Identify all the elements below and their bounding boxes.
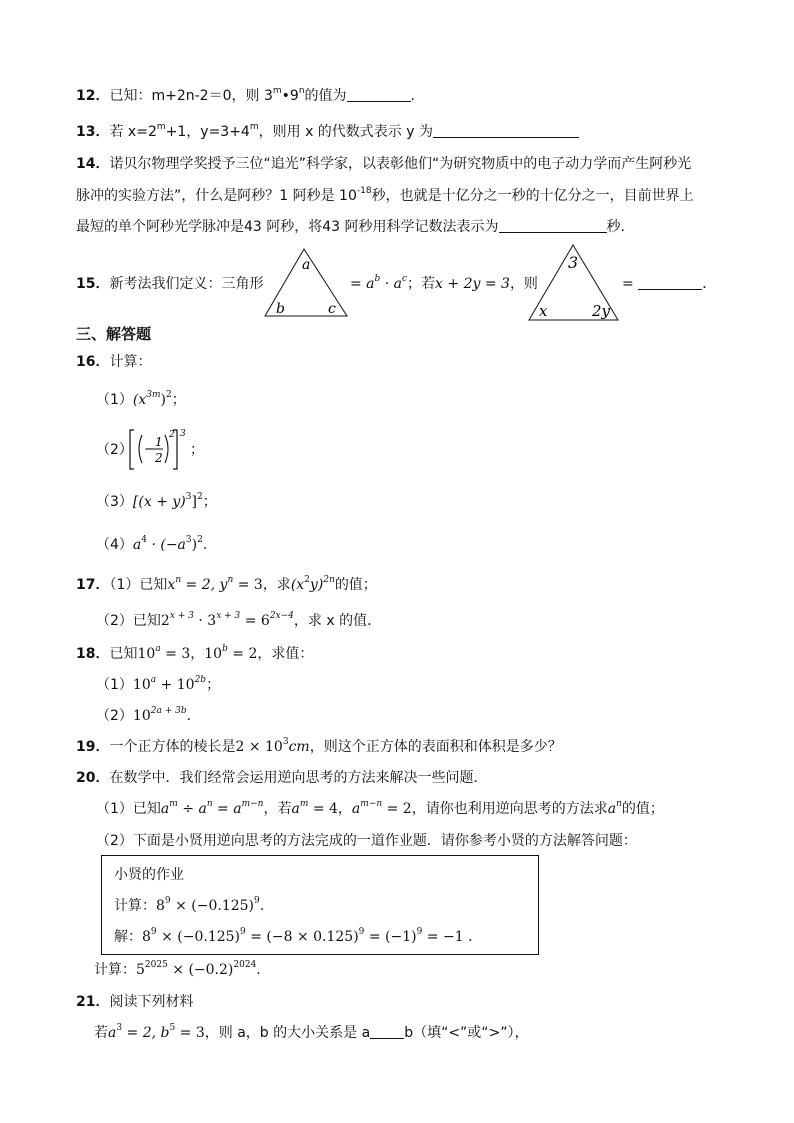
- formula: =: [622, 276, 639, 292]
- question-text: .: [186, 708, 192, 724]
- exponent: b: [222, 644, 228, 654]
- fraction-numerator: 1: [155, 435, 163, 449]
- question-text: 秒，也就是十亿分之一秒的十亿分之一，目前世界上: [371, 188, 694, 204]
- formula: = a: [350, 276, 375, 292]
- exponent: m: [272, 86, 282, 96]
- exponent: n: [206, 799, 213, 809]
- question-text: ，若: [263, 801, 292, 817]
- exponent: 2025: [144, 960, 168, 970]
- exponent: 2: [304, 575, 310, 585]
- question-text: ，求: [262, 577, 291, 593]
- question-text: 若: [94, 1025, 108, 1041]
- question-text: 最短的单个阿秒光学脉冲是43 阿秒，将43 阿秒用科学记数法表示为: [76, 219, 499, 235]
- question-text: .: [410, 88, 415, 104]
- question-20-calculation: [94, 960, 261, 980]
- triangle-definition: [262, 247, 350, 319]
- question-number: 18．: [76, 646, 110, 662]
- formula: = a: [212, 801, 242, 817]
- question-text: ；若: [407, 276, 436, 292]
- formula: = (−8 × 0.125): [245, 929, 359, 945]
- exponent: m: [169, 799, 178, 809]
- question-18-part-1: [96, 675, 220, 695]
- exponent: 3: [116, 1023, 123, 1033]
- fraction-denominator: 2: [155, 451, 163, 465]
- formula: (x: [290, 577, 305, 593]
- formula: a: [132, 537, 142, 553]
- question-text: 计算：: [114, 898, 156, 914]
- formula: 2: [160, 613, 170, 629]
- exponent: m: [249, 122, 259, 132]
- question-20-part-2: [96, 831, 637, 851]
- question-text: ，求 x 的值．: [293, 613, 382, 629]
- exponent: m: [156, 122, 166, 132]
- triangle-right-label: 2y: [592, 302, 611, 320]
- question-15-formula: [350, 274, 538, 294]
- exponent: c: [402, 274, 408, 284]
- formula: ]: [191, 494, 197, 510]
- formula: .: [256, 962, 261, 978]
- question-text: ，则这个正方体的表面积和体积是多少？: [309, 739, 562, 755]
- question-number: 21．: [76, 994, 110, 1010]
- formula: [(x + y): [132, 494, 186, 510]
- question-text: b（填“<”或“>”），: [404, 1025, 529, 1041]
- formula: = 2, y: [181, 577, 228, 593]
- question-text: ，则: [509, 276, 538, 292]
- answer-blank[interactable]: [638, 275, 702, 290]
- exponent: 2024: [233, 960, 257, 970]
- formula: a: [607, 801, 617, 817]
- exponent: m: [299, 799, 309, 809]
- question-text: 秒.: [606, 219, 625, 235]
- question-15-answer: [622, 274, 716, 294]
- exponent: b: [374, 274, 381, 284]
- question-text: ，请你也利用逆向思考的方法求: [411, 801, 608, 817]
- formula: × (−0.125): [156, 929, 241, 945]
- exponent: m−n: [241, 799, 264, 809]
- exponent: 5: [169, 1023, 176, 1033]
- question-text: ；: [202, 494, 217, 510]
- question-16-part-3: [96, 492, 217, 512]
- exponent: 9: [150, 927, 157, 937]
- formula: = 3: [233, 577, 263, 593]
- exponent: m−n: [360, 799, 383, 809]
- exponent: 2: [166, 390, 172, 400]
- formula: 5: [136, 962, 145, 978]
- exponent: 2n: [323, 575, 335, 585]
- formula: a: [291, 801, 300, 817]
- question-text: 的值；: [334, 577, 377, 593]
- formula: 8: [156, 898, 165, 914]
- question-19: [76, 737, 562, 757]
- exponent: 9: [164, 896, 171, 906]
- formula: · (−a: [147, 537, 186, 553]
- part-label: （2）: [96, 708, 133, 724]
- question-text: 下面是小贤用逆向思考的方法完成的一道作业题．请你参考小贤的方法解答问题：: [132, 833, 637, 849]
- question-text: ，: [337, 801, 352, 817]
- question-text: 阅读下列材料: [109, 994, 194, 1010]
- exponent: 3: [180, 429, 186, 439]
- formula: + 10: [156, 677, 195, 693]
- question-17-part-1: [76, 575, 377, 595]
- formula: × (−0.2): [167, 962, 234, 978]
- triangle-top-label: 3: [568, 253, 579, 272]
- formula: y): [309, 577, 324, 593]
- exponent: 2: [196, 492, 203, 502]
- formula: = 6: [240, 613, 270, 629]
- question-number: 13．: [76, 124, 110, 140]
- formula: x + 2y = 3: [435, 276, 510, 292]
- part-label: （1）: [96, 392, 133, 408]
- exponent: -18: [356, 186, 372, 196]
- formula: a: [108, 1025, 117, 1041]
- question-21-material: [94, 1023, 529, 1043]
- question-text: ；: [190, 442, 204, 458]
- formula: · 3: [193, 613, 217, 629]
- formula: 8: [142, 929, 151, 945]
- question-21: [76, 992, 193, 1012]
- exponent: x + 3: [169, 611, 194, 621]
- part-label: （3）: [96, 494, 133, 510]
- triangle-left-label: b: [276, 301, 285, 317]
- question-18: [76, 644, 313, 664]
- question-text: ，求值：: [257, 646, 314, 662]
- question-text: 的值；: [621, 801, 664, 817]
- formula: 10: [132, 677, 151, 693]
- formula: cm: [288, 739, 310, 755]
- question-12: [76, 86, 415, 106]
- question-13: [76, 122, 579, 142]
- formula: (x: [132, 392, 147, 408]
- question-text: ；: [171, 392, 186, 408]
- exponent: 9: [254, 896, 260, 906]
- question-text: 已知：m+2n-2＝0，则 3: [109, 88, 273, 104]
- triangle-top-label: a: [302, 257, 311, 273]
- question-text: 的值为: [304, 88, 347, 104]
- triangle-left-label: x: [539, 302, 548, 320]
- exponent: n: [616, 799, 622, 809]
- question-text: ．: [702, 276, 717, 292]
- exponent: n: [175, 575, 182, 585]
- question-16-part-1: [96, 390, 186, 410]
- formula: = 2, b: [122, 1025, 170, 1041]
- question-text: 在数学中．我们经常会运用逆向思考的方法来解决一些问题．: [109, 770, 488, 786]
- exponent: 2: [197, 535, 203, 545]
- question-number: 16．: [76, 354, 110, 370]
- question-text: 新考法我们定义：三角形: [109, 276, 264, 292]
- question-text: 诺贝尔物理学奖授予三位“追光”科学家，以表彰他们“为研究物质中的电子动力学而产生阿秒光: [109, 156, 692, 172]
- part-label: （1）: [96, 677, 133, 693]
- question-14-line-2: [76, 186, 694, 206]
- question-15-text: [76, 274, 263, 294]
- formula: ÷ a: [177, 801, 207, 817]
- question-number: 12．: [76, 88, 110, 104]
- question-text: +1，y=3+4: [165, 124, 250, 140]
- formula: = 4: [308, 801, 338, 817]
- formula: ): [160, 392, 167, 408]
- question-18-part-2: [96, 706, 191, 726]
- formula: 10: [137, 646, 156, 662]
- answer-blank[interactable]: [370, 1024, 404, 1039]
- part-label: （2）: [96, 442, 133, 458]
- question-text: 已知: [109, 646, 138, 662]
- question-text: .: [202, 537, 208, 553]
- exponent: 2b: [194, 675, 207, 685]
- formula: = 2: [382, 801, 412, 817]
- question-text: 一个正方体的棱长是: [109, 739, 236, 755]
- exponent: 4: [141, 535, 148, 545]
- exponent: n: [227, 575, 234, 585]
- exponent: 3m: [146, 390, 161, 400]
- question-text: 已知: [139, 577, 168, 593]
- exponent: 2x−4: [269, 611, 294, 621]
- section-heading: 三、解答题: [76, 325, 152, 343]
- exponent: 2a + 3b: [150, 706, 187, 716]
- exponent: 9: [358, 927, 365, 937]
- question-number: 14．: [76, 156, 110, 172]
- question-text: ，则用 x 的代数式表示 y 为: [258, 124, 433, 140]
- formula: × (−0.125): [170, 898, 255, 914]
- question-text: ，: [190, 646, 205, 662]
- exponent: a: [155, 644, 161, 654]
- exponent: x + 3: [216, 611, 241, 621]
- formula: = 3: [160, 646, 191, 662]
- homework-title: 小贤的作业: [114, 867, 184, 883]
- formula: a: [351, 801, 361, 817]
- homework-solution: [114, 926, 473, 946]
- part-label: （4）: [96, 537, 133, 553]
- formula: ): [191, 537, 198, 553]
- question-text: 已知: [132, 801, 161, 817]
- exponent: 3: [185, 535, 192, 545]
- exponent: 3: [282, 737, 289, 747]
- formula: 10: [132, 708, 151, 724]
- question-number: 15．: [76, 276, 110, 292]
- question-20-part-1: [96, 799, 664, 819]
- formula: = (−1): [364, 929, 417, 945]
- exponent: a: [150, 675, 157, 685]
- question-text: 解：: [114, 929, 142, 945]
- part-label: （2）: [96, 613, 133, 629]
- part-label: （1）: [109, 577, 140, 593]
- exponent: 2: [169, 430, 175, 440]
- exponent: 9: [416, 927, 423, 937]
- exponent: n: [298, 86, 305, 96]
- formula: = −1 .: [422, 929, 473, 945]
- homework-problem: [114, 895, 264, 915]
- question-14-line-1: [76, 154, 691, 174]
- formula: · a: [380, 276, 402, 292]
- question-17-part-2: [96, 611, 381, 631]
- question-16: [76, 352, 151, 372]
- homework-example-box: [101, 855, 539, 955]
- answer-blank[interactable]: [433, 123, 579, 138]
- question-text: 若 x=2: [109, 124, 157, 140]
- part-label: （2）: [96, 833, 133, 849]
- minus-sign: −: [144, 442, 155, 457]
- question-14-line-3: [76, 217, 625, 237]
- formula: x: [167, 577, 176, 593]
- question-number: 17．: [76, 577, 110, 593]
- triangle-right-label: c: [328, 301, 336, 317]
- question-text: 计算：: [109, 354, 152, 370]
- formula: 10: [204, 646, 223, 662]
- question-number: 20．: [76, 770, 110, 786]
- question-text: ，则 a，b 的大小关系是 a: [204, 1025, 371, 1041]
- question-16-part-4: [96, 535, 207, 555]
- formula: a: [160, 801, 170, 817]
- nested-power-expression: [128, 427, 190, 473]
- question-text: ；: [206, 677, 221, 693]
- formula: = 2: [227, 646, 258, 662]
- question-text: •9: [281, 88, 299, 104]
- part-label: （1）: [96, 801, 133, 817]
- exponent: 3: [185, 492, 192, 502]
- formula: = 3: [175, 1025, 205, 1041]
- formula: .: [259, 898, 265, 914]
- answer-blank[interactable]: [499, 218, 607, 233]
- question-text: 脉冲的实验方法”，什么是阿秒？1 阿秒是 10: [76, 188, 357, 204]
- formula: 2 × 10: [235, 739, 283, 755]
- exponent: 9: [240, 927, 246, 937]
- triangle-question: [526, 243, 622, 323]
- answer-blank[interactable]: [347, 87, 411, 102]
- question-text: 计算：: [94, 962, 136, 978]
- question-text: 已知: [132, 613, 161, 629]
- question-20: [76, 768, 487, 788]
- question-number: 19．: [76, 739, 110, 755]
